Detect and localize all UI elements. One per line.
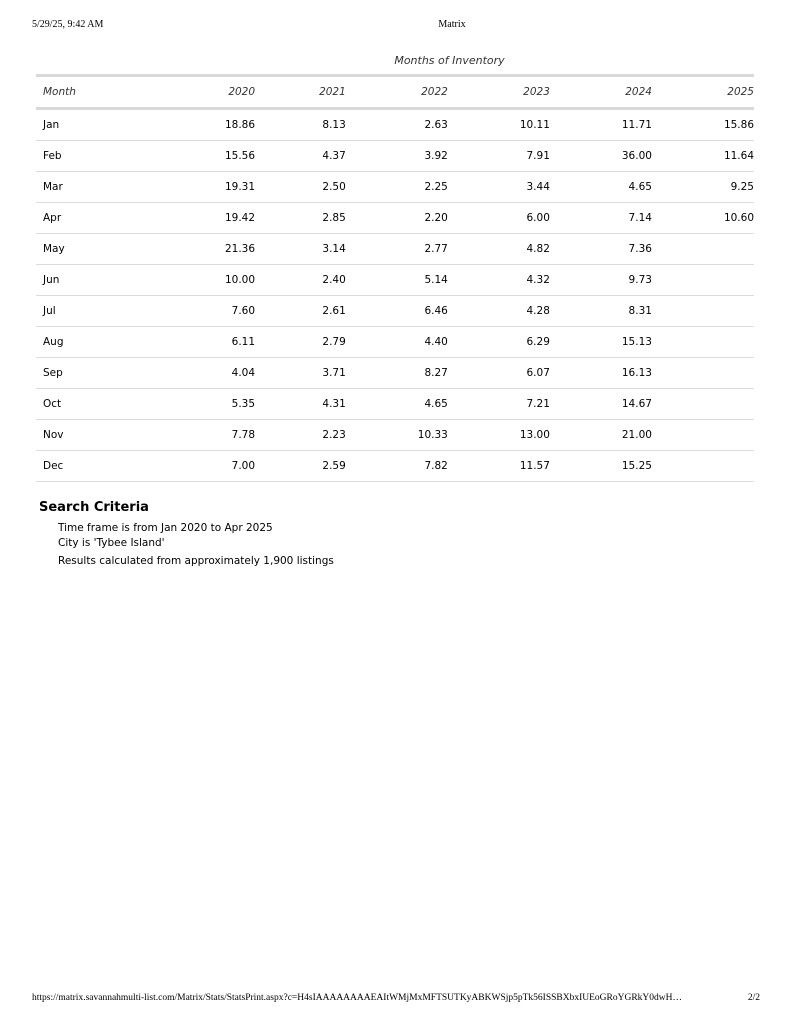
month-cell: Jun: [36, 265, 153, 296]
month-cell: Oct: [36, 389, 153, 420]
value-cell: [652, 234, 754, 265]
value-cell: 7.36: [550, 234, 652, 265]
value-cell: 7.14: [550, 203, 652, 234]
value-cell: 9.25: [652, 172, 754, 203]
value-cell: 3.92: [346, 141, 448, 172]
column-header-2024: 2024: [625, 86, 652, 98]
value-cell: 10.60: [652, 203, 754, 234]
value-cell: 2.50: [255, 172, 346, 203]
table-row: [36, 451, 754, 482]
table-body: [36, 109, 754, 482]
search-criteria-section: [39, 500, 539, 569]
value-cell: 2.59: [255, 451, 346, 482]
value-cell: 6.11: [153, 327, 255, 358]
value-cell: 7.00: [153, 451, 255, 482]
print-header: [0, 19, 791, 33]
value-cell: 10.33: [346, 420, 448, 451]
table-row: [36, 172, 754, 203]
table-row: [36, 141, 754, 172]
table-row: [36, 265, 754, 296]
value-cell: 2.20: [346, 203, 448, 234]
value-cell: 3.44: [448, 172, 550, 203]
value-cell: 5.35: [153, 389, 255, 420]
table-row: [36, 296, 754, 327]
value-cell: 4.40: [346, 327, 448, 358]
month-cell: Jan: [36, 109, 153, 141]
search-criteria-heading: Search Criteria: [39, 500, 149, 515]
value-cell: 15.13: [550, 327, 652, 358]
value-cell: 18.86: [153, 109, 255, 141]
value-cell: 4.65: [346, 389, 448, 420]
value-cell: 10.11: [448, 109, 550, 141]
value-cell: 2.79: [255, 327, 346, 358]
criteria-timeframe: Time frame is from Jan 2020 to Apr 2025: [58, 522, 273, 534]
value-cell: [652, 451, 754, 482]
table-row: [36, 203, 754, 234]
months-of-inventory-table: [36, 74, 754, 482]
table-row: [36, 234, 754, 265]
value-cell: 6.29: [448, 327, 550, 358]
value-cell: 21.36: [153, 234, 255, 265]
table-row: [36, 358, 754, 389]
value-cell: [652, 389, 754, 420]
month-cell: Feb: [36, 141, 153, 172]
value-cell: 6.46: [346, 296, 448, 327]
value-cell: 7.91: [448, 141, 550, 172]
value-cell: 13.00: [448, 420, 550, 451]
value-cell: [652, 420, 754, 451]
value-cell: 14.67: [550, 389, 652, 420]
table-row: [36, 327, 754, 358]
value-cell: 15.25: [550, 451, 652, 482]
value-cell: 6.07: [448, 358, 550, 389]
month-cell: May: [36, 234, 153, 265]
column-header-2022: 2022: [421, 86, 448, 98]
value-cell: 8.27: [346, 358, 448, 389]
value-cell: 10.00: [153, 265, 255, 296]
value-cell: 8.13: [255, 109, 346, 141]
month-cell: Aug: [36, 327, 153, 358]
value-cell: 4.31: [255, 389, 346, 420]
month-cell: Jul: [36, 296, 153, 327]
value-cell: 8.31: [550, 296, 652, 327]
value-cell: 7.21: [448, 389, 550, 420]
column-header-2025: 2025: [727, 86, 754, 98]
value-cell: [652, 327, 754, 358]
month-cell: Apr: [36, 203, 153, 234]
print-datetime: 5/29/25, 9:42 AM: [32, 19, 104, 30]
month-cell: Dec: [36, 451, 153, 482]
month-cell: Mar: [36, 172, 153, 203]
value-cell: 7.82: [346, 451, 448, 482]
value-cell: 36.00: [550, 141, 652, 172]
value-cell: 9.73: [550, 265, 652, 296]
page-url: https://matrix.savannahmulti-list.com/Matrix/Stats/StatsPrint.aspx?c=H4sIAAAAAAAAEAItWMjMxMFTSUTKyABKWSjp5pTk56ISSBXbxIUEoGRoYGRkY0dwH…: [32, 993, 683, 1003]
value-cell: 2.77: [346, 234, 448, 265]
value-cell: 4.65: [550, 172, 652, 203]
value-cell: 19.31: [153, 172, 255, 203]
value-cell: 4.37: [255, 141, 346, 172]
value-cell: 3.71: [255, 358, 346, 389]
print-footer: [0, 993, 791, 1007]
value-cell: 2.61: [255, 296, 346, 327]
value-cell: 4.82: [448, 234, 550, 265]
value-cell: 2.63: [346, 109, 448, 141]
table-row: [36, 109, 754, 141]
column-header-month: Month: [43, 86, 76, 98]
value-cell: 3.14: [255, 234, 346, 265]
value-cell: 7.78: [153, 420, 255, 451]
criteria-city: City is 'Tybee Island': [58, 537, 165, 549]
value-cell: [652, 358, 754, 389]
value-cell: 5.14: [346, 265, 448, 296]
table-row: [36, 420, 754, 451]
value-cell: 15.86: [652, 109, 754, 141]
page-number: 2/2: [747, 993, 760, 1003]
month-cell: Nov: [36, 420, 153, 451]
value-cell: 11.57: [448, 451, 550, 482]
print-page-title: Matrix: [438, 19, 466, 30]
value-cell: 2.25: [346, 172, 448, 203]
value-cell: [652, 296, 754, 327]
table-header-row: [36, 76, 754, 109]
value-cell: 4.32: [448, 265, 550, 296]
value-cell: 16.13: [550, 358, 652, 389]
value-cell: 2.40: [255, 265, 346, 296]
value-cell: 2.85: [255, 203, 346, 234]
table-row: [36, 389, 754, 420]
column-header-2023: 2023: [523, 86, 550, 98]
value-cell: 7.60: [153, 296, 255, 327]
value-cell: 2.23: [255, 420, 346, 451]
criteria-listing-count: Results calculated from approximately 1,900 listings: [58, 555, 334, 567]
column-header-2021: 2021: [319, 86, 346, 98]
month-cell: Sep: [36, 358, 153, 389]
value-cell: 19.42: [153, 203, 255, 234]
table-title: Months of Inventory: [394, 54, 505, 67]
value-cell: 6.00: [448, 203, 550, 234]
value-cell: 11.64: [652, 141, 754, 172]
value-cell: 15.56: [153, 141, 255, 172]
column-header-2020: 2020: [228, 86, 256, 98]
value-cell: [652, 265, 754, 296]
value-cell: 4.04: [153, 358, 255, 389]
value-cell: 21.00: [550, 420, 652, 451]
value-cell: 4.28: [448, 296, 550, 327]
value-cell: 11.71: [550, 109, 652, 141]
